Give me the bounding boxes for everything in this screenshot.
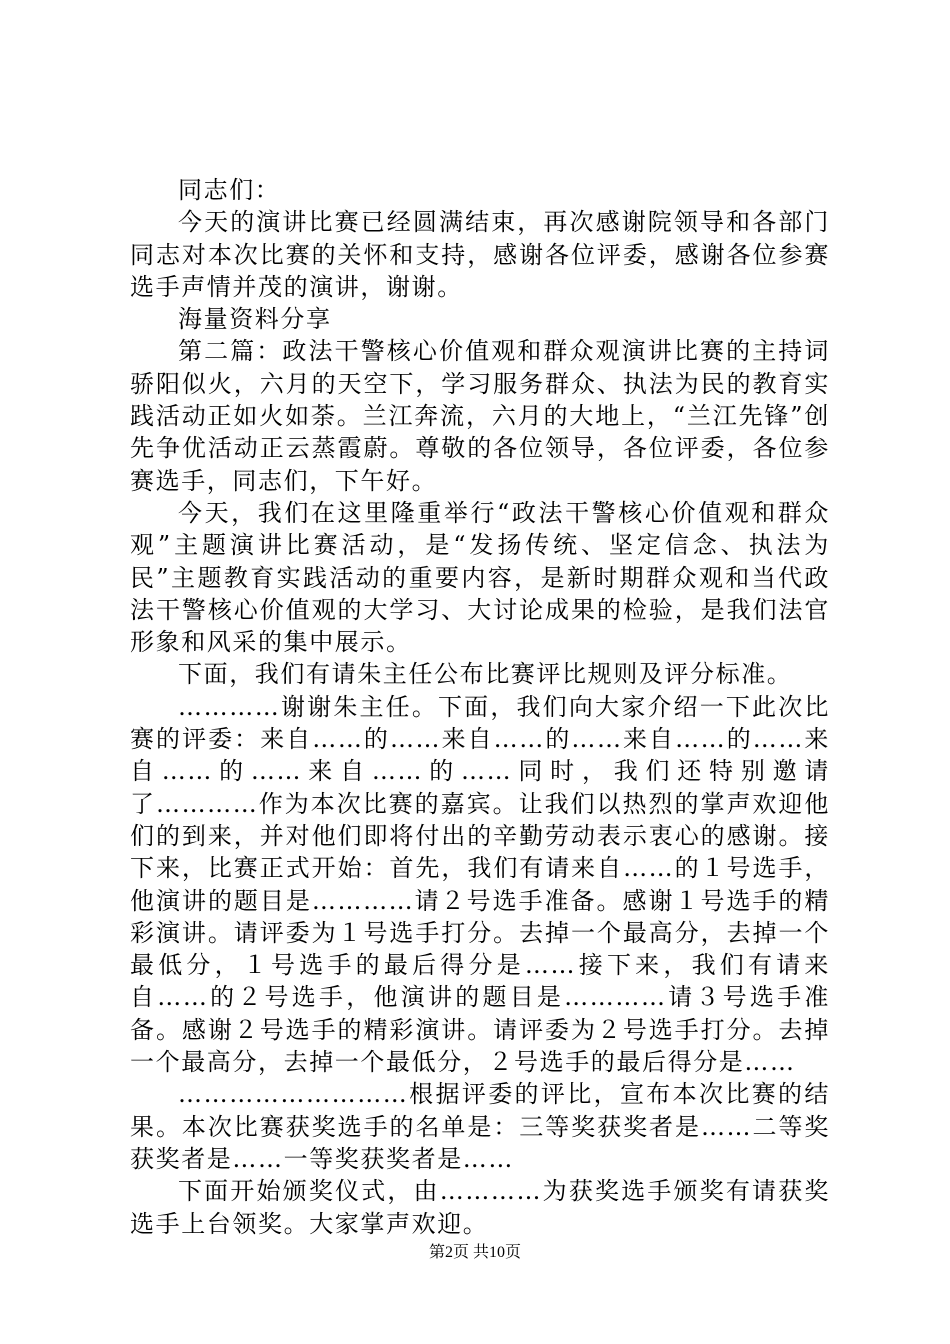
paragraph-closing-thanks: 今天的演讲比赛已经圆满结束，再次感谢院领导和各部门同志对本次比赛的关怀和支持，感谢各位评委，感谢各位参赛选手声情并茂的演讲，谢谢。	[130, 208, 830, 301]
paragraph-judges-and-contestants: …………谢谢朱主任。下面，我们向大家介绍一下此次比赛的评委：来自……的……来自……的……来自……的……来自……的……来自……的……同时，我们还特别邀请了…………作为本次比赛的嘉宾。让我们以热烈的掌声欢迎他们的到来，并对他们即将付出的辛勤劳动表示衷心的感谢。接下来，比赛正式开始：首先，我们有请来自……的１号选手，他演讲的题目是…………请２号选手准备。感谢１号选手的精彩演讲。请评委为１号选手打分。去掉一个最高分，去掉一个最低分，１号选手的最后得分是……接下来，我们有请来自……的２号选手，他演讲的题目是…………请３号选手准备。感谢２号选手的精彩演讲。请评委为２号选手打分。去掉一个最高分，去掉一个最低分，２号选手的最后得分是……	[130, 692, 830, 1077]
paragraph-share-note: 海量资料分享	[178, 305, 332, 334]
paragraph-rules-announcement: 下面，我们有请朱主任公布比赛评比规则及评分标准。	[178, 660, 793, 689]
paragraph-results: ………………………根据评委的评比，宣布本次比赛的结果。本次比赛获奖选手的名单是：三等奖获奖者是……二等奖获奖者是……一等奖获奖者是……	[130, 1080, 830, 1173]
paragraph-award-ceremony: 下面开始颁奖仪式，由…………为获奖选手颁奖有请获奖选手上台领奖。大家掌声欢迎。	[130, 1177, 830, 1238]
paragraph-event-introduction: 今天，我们在这里隆重举行“政法干警核心价值观和群众观”主题演讲比赛活动，是“发扬传统、坚定信念、执法为民”主题教育实践活动的重要内容，是新时期群众观和当代政法干警核心价值观的大学习、大讨论成果的检验，是我们法官形象和风采的集中展示。	[130, 498, 830, 657]
paragraph-section-two-opening: 第二篇：政法干警核心价值观和群众观演讲比赛的主持词骄阳似火，六月的天空下，学习服务群众、执法为民的教育实践活动正如火如荼。兰江奔流，六月的大地上，“兰江先锋”创先争优活动正云蒸霞蔚。尊敬的各位领导，各位评委，各位参赛选手，同志们，下午好。	[130, 337, 830, 495]
page-number-footer: 第2页 共10页	[428, 1244, 521, 1261]
document-body	[130, 174, 830, 1240]
paragraph-salutation: 同志们：	[178, 176, 281, 204]
